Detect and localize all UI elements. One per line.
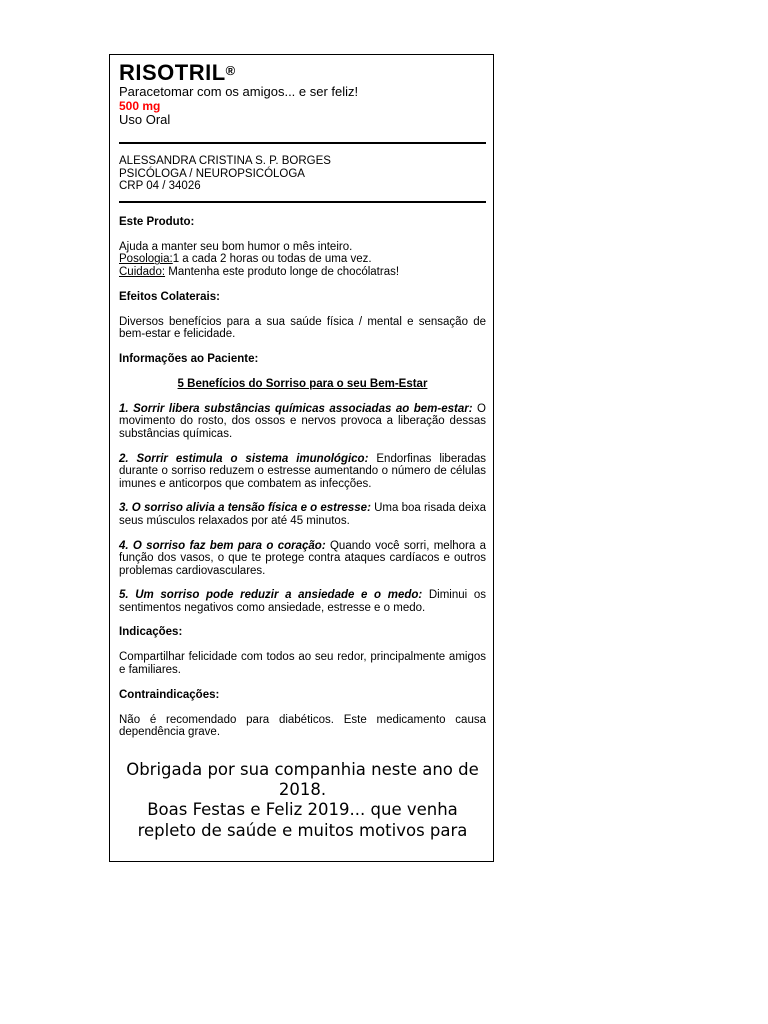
contraindications-text: Não é recomendado para diabéticos. Este medicamento causa dependência grave. (119, 713, 486, 739)
divider-top (119, 142, 486, 144)
benefit-item-4 (119, 540, 486, 578)
side-effects-heading: Efeitos Colaterais: (119, 290, 220, 303)
caution-text: Mantenha este produto longe de chocólatras! (165, 265, 400, 278)
benefit-item-2 (119, 453, 486, 491)
benefit-text: O movimento do rosto, dos ossos e nervos provoca a liberação dessas substâncias químicas. (119, 402, 486, 440)
footer-line-2: Boas Festas e Feliz 2019... que venha repleto de saúde e muitos motivos para (137, 800, 468, 840)
benefit-lead: 3. O sorriso alivia a tensão física e o estresse: (119, 502, 371, 515)
benefit-lead: 2. Sorrir estimula o sistema imunológico: (119, 452, 369, 465)
tagline: Paracetomar com os amigos... e ser feliz! (119, 84, 359, 99)
indications-heading: Indicações: (119, 626, 183, 639)
benefit-text: Quando você sorri, melhora a função dos vasos, o que te protege contra ataques cardíacos e outros problemas cardiovasculares. (119, 539, 486, 577)
product-heading: Este Produto: (119, 215, 195, 228)
caution-line (119, 266, 486, 279)
benefit-item-1 (119, 403, 486, 441)
dosage: 500 mg (119, 99, 161, 113)
benefit-text: Diminui os sentimentos negativos como ansiedade, estresse e o medo. (119, 589, 486, 614)
route: Uso Oral (119, 112, 171, 127)
benefit-lead: 4. O sorriso faz bem para o coração: (119, 539, 326, 552)
product-description: Ajuda a manter seu bom humor o mês inteiro. (119, 240, 353, 253)
posology-text: 1 a cada 2 horas ou todas de uma vez. (172, 253, 372, 266)
leaflet-content (119, 59, 486, 841)
footer-message (119, 760, 486, 841)
benefit-text: Uma boa risada deixa seus músculos relaxados por até 45 minutos. (119, 502, 486, 527)
caution-label: Cuidado: (119, 265, 166, 278)
footer-line-1: Obrigada por sua companhia neste ano de 2018. (126, 759, 479, 800)
benefits-title: 5 Benefícios do Sorriso para o seu Bem-Estar (177, 377, 428, 390)
benefit-item-3 (119, 502, 486, 527)
author-profession: PSICÓLOGA / NEUROPSICÓLOGA (119, 167, 305, 180)
author-name: ALESSANDRA CRISTINA S. P. BORGES (119, 155, 331, 167)
indications-text: Compartilhar felicidade com todos ao seu redor, principalmente amigos e familiares. (119, 651, 486, 677)
patient-info-heading: Informações ao Paciente: (119, 352, 259, 365)
side-effects-text: Diversos benefícios para a sua saúde física / mental e sensação de bem-estar e felicidade. (119, 315, 486, 341)
benefit-item-5 (119, 589, 486, 614)
benefit-text: Endorfinas liberadas durante o sorriso reduzem o estresse aumentando o número de células imunes e anticorpos que combatem as infecções. (119, 452, 486, 490)
posology-label: Posologia: (119, 253, 173, 266)
registered-mark: ® (225, 63, 236, 78)
benefit-lead: 5. Um sorriso pode reduzir a ansiedade e o medo: (119, 589, 423, 602)
contraindications-heading: Contraindicações: (119, 688, 220, 701)
benefit-lead: 1. Sorrir libera substâncias químicas associadas ao bem-estar: (119, 402, 473, 415)
author-registration: CRP 04 / 34026 (119, 180, 201, 193)
medicine-leaflet-card (109, 54, 494, 862)
brand-name: RISOTRIL (119, 60, 226, 85)
posology-line (119, 253, 486, 266)
brand-title (119, 61, 486, 85)
divider-bottom (119, 201, 486, 203)
